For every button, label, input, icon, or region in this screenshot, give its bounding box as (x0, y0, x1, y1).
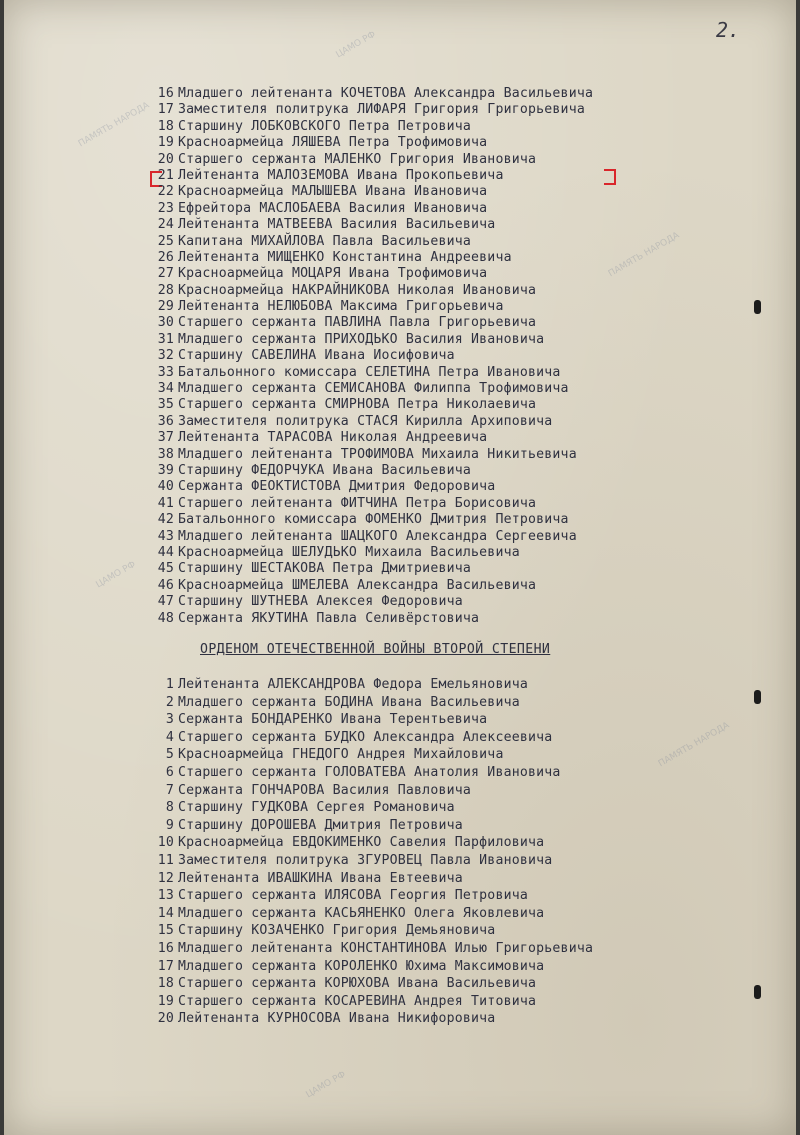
item-number: 22 (157, 184, 174, 200)
item-number: 38 (157, 446, 174, 462)
item-number: 37 (157, 430, 174, 446)
item-number: 23 (157, 200, 174, 216)
watermark-stamp: ЦАМО РФ (334, 29, 378, 61)
item-text: Заместителя политрука ЛИФАРЯ Григория Григорьевича (178, 102, 585, 118)
item-number: 25 (157, 233, 174, 249)
award-list-continued (144, 86, 593, 627)
item-text: Старшину ФЕДОРЧУКА Ивана Васильевича (178, 462, 472, 478)
list-item (144, 283, 593, 299)
item-text: Старшину САВЕЛИНА Ивана Иосифовича (178, 348, 455, 364)
item-text: Красноармейца ГНЕДОГО Андрея Михайловича (178, 747, 504, 763)
item-text: Батальонного комиссара ФОМЕНКО Дмитрия Петровича (178, 512, 569, 528)
list-item (144, 152, 593, 168)
list-item (144, 975, 593, 993)
list-item (144, 119, 593, 135)
item-text: Ефрейтора МАСЛОБАЕВА Василия Ивановича (178, 200, 488, 216)
list-item (144, 545, 593, 561)
list-item-highlighted (144, 168, 593, 184)
item-number: 47 (157, 594, 174, 610)
item-text: Сержанта ЯКУТИНА Павла Селивёрстовича (178, 610, 480, 626)
list-item (144, 729, 593, 747)
item-number: 27 (157, 266, 174, 282)
item-text: Заместителя политрука СТАСЯ Кирилла Архиповича (178, 413, 553, 429)
item-number: 13 (157, 888, 174, 904)
item-text: Старшего сержанта КОСАРЕВИНА Андрея Титовича (178, 993, 537, 1009)
item-text: Красноармейца МОЦАРЯ Ивана Трофимовича (178, 266, 488, 282)
item-text: Старшего сержанта ГОЛОВАТЕВА Анатолия Ивановича (178, 764, 561, 780)
item-number: 32 (157, 348, 174, 364)
list-item (144, 266, 593, 282)
item-number: 24 (157, 217, 174, 233)
item-number: 6 (165, 764, 174, 780)
item-number: 5 (165, 747, 174, 763)
item-text: Старшего сержанта БУДКО Александра Алексеевича (178, 729, 553, 745)
item-number: 43 (157, 528, 174, 544)
item-number: 7 (165, 782, 174, 798)
item-text: Сержанта БОНДАРЕНКО Ивана Терентьевича (178, 712, 488, 728)
list-item (144, 414, 593, 430)
list-item (144, 184, 593, 200)
item-text: Красноармейца ЛЯШЕВА Петра Трофимовича (178, 135, 488, 151)
item-number: 9 (165, 817, 174, 833)
list-item (144, 234, 593, 250)
binding-hole (754, 300, 761, 314)
item-text: Младшего сержанта ПРИХОДЬКО Василия Ивановича (178, 331, 545, 347)
item-number: 48 (157, 610, 174, 626)
list-item (144, 479, 593, 495)
item-number: 34 (157, 381, 174, 397)
item-number: 35 (157, 397, 174, 413)
item-text: Лейтенанта МАТВЕЕВА Василия Васильевича (178, 217, 496, 233)
list-item (144, 86, 593, 102)
list-item (144, 958, 593, 976)
item-text: Младшего сержанта СЕМИСАНОВА Филиппа Трофимовича (178, 381, 569, 397)
list-item (144, 676, 593, 694)
item-number: 1 (165, 677, 174, 692)
item-text: Красноармейца НАКРАЙНИКОВА Николая Ивановича (178, 282, 537, 298)
item-number: 39 (157, 462, 174, 478)
item-number: 20 (157, 151, 174, 167)
item-number: 12 (157, 870, 174, 886)
item-text: Лейтенанта АЛЕКСАНДРОВА Федора Емельяновича (178, 677, 529, 692)
item-number: 14 (157, 905, 174, 921)
item-number: 11 (157, 852, 174, 868)
list-item (144, 135, 593, 151)
list-item (144, 201, 593, 217)
item-number: 3 (165, 712, 174, 728)
item-text: Старшего сержанта ПАВЛИНА Павла Григорьевича (178, 315, 537, 331)
list-item (144, 746, 593, 764)
item-text: Лейтенанта МАЛОЗЕМОВА Ивана Прокопьевича (178, 167, 504, 183)
item-number: 19 (157, 993, 174, 1009)
list-item (144, 611, 593, 627)
award-list-second-degree (144, 676, 593, 1028)
list-item (144, 817, 593, 835)
item-number: 2 (165, 694, 174, 710)
item-number: 36 (157, 413, 174, 429)
item-number: 8 (165, 800, 174, 816)
list-item (144, 365, 593, 381)
list-item (144, 887, 593, 905)
item-number: 4 (165, 729, 174, 745)
watermark-stamp: ПАМЯТЬ НАРОДА (76, 100, 152, 150)
list-item (144, 430, 593, 446)
item-number: 46 (157, 577, 174, 593)
item-number: 26 (157, 249, 174, 265)
list-item (144, 922, 593, 940)
list-item (144, 782, 593, 800)
list-item (144, 799, 593, 817)
item-number: 17 (157, 102, 174, 118)
item-text: Младшего лейтенанта ШАЦКОГО Александра Сергеевича (178, 528, 577, 544)
list-item (144, 299, 593, 315)
item-number: 30 (157, 315, 174, 331)
item-number: 42 (157, 512, 174, 528)
list-item (144, 512, 593, 528)
item-number: 18 (157, 976, 174, 992)
item-text: Заместителя политрука ЗГУРОВЕЦ Павла Ивановича (178, 852, 553, 868)
list-item (144, 852, 593, 870)
list-item (144, 332, 593, 348)
item-number: 45 (157, 561, 174, 577)
item-text: Лейтенанта ИВАШКИНА Ивана Евтеевича (178, 870, 463, 886)
item-text: Лейтенанта ТАРАСОВА Николая Андреевича (178, 430, 488, 446)
item-text: Старшего сержанта МАЛЕНКО Григория Ивановича (178, 151, 537, 167)
red-bracket-right (604, 169, 616, 185)
item-text: Красноармейца ШЕЛУДЬКО Михаила Васильевича (178, 544, 520, 560)
item-text: Сержанта ФЕОКТИСТОВА Дмитрия Федоровича (178, 479, 496, 495)
list-item (144, 463, 593, 479)
item-number: 17 (157, 958, 174, 974)
item-text: Красноармейца ШМЕЛЕВА Александра Васильевича (178, 577, 537, 593)
binding-hole (754, 690, 761, 704)
list-item (144, 834, 593, 852)
item-number: 21 (157, 167, 174, 183)
item-number: 19 (157, 135, 174, 151)
list-item (144, 102, 593, 118)
item-text: Старшину ШЕСТАКОВА Петра Дмитриевича (178, 561, 472, 577)
item-text: Младшего лейтенанта ТРОФИМОВА Михаила Никитьевича (178, 446, 577, 462)
watermark-stamp: ПАМЯТЬ НАРОДА (606, 230, 682, 280)
item-text: Старшину ДОРОШЕВА Дмитрия Петровича (178, 817, 463, 833)
item-text: Младшего сержанта БОДИНА Ивана Васильевича (178, 694, 520, 710)
list-item (144, 905, 593, 923)
item-text: Красноармейца МАЛЫШЕВА Ивана Ивановича (178, 184, 488, 200)
list-item (144, 694, 593, 712)
item-number: 29 (157, 299, 174, 315)
item-text: Старшего сержанта ИЛЯСОВА Георгия Петровича (178, 888, 529, 904)
item-number: 10 (157, 835, 174, 851)
list-item (144, 870, 593, 888)
item-number: 33 (157, 364, 174, 380)
list-item (144, 764, 593, 782)
item-text: Младшего лейтенанта КОЧЕТОВА Александра Васильевича (178, 86, 594, 101)
item-text: Старшину ГУДКОВА Сергея Романовича (178, 800, 455, 816)
watermark-stamp: ЦАМО РФ (94, 559, 138, 591)
item-text: Старшего сержанта СМИРНОВА Петра Николаевича (178, 397, 537, 413)
item-text: Младшего сержанта КОРОЛЕНКО Юхима Максимовича (178, 958, 545, 974)
item-text: Старшего сержанта КОРЮХОВА Ивана Васильевича (178, 976, 537, 992)
watermark-stamp: ЦАМО РФ (304, 1069, 348, 1101)
item-text: Красноармейца ЕВДОКИМЕНКО Савелия Парфиловича (178, 835, 545, 851)
list-item (144, 447, 593, 463)
binding-hole (754, 985, 761, 999)
item-number: 20 (157, 1011, 174, 1027)
item-text: Капитана МИХАЙЛОВА Павла Васильевича (178, 233, 472, 249)
list-item (144, 529, 593, 545)
list-item (144, 315, 593, 331)
item-text: Младшего лейтенанта КОНСТАНТИНОВА Илью Григорьевича (178, 940, 594, 956)
item-number: 41 (157, 495, 174, 511)
item-text: Лейтенанта КУРНОСОВА Ивана Никифоровича (178, 1011, 496, 1027)
item-text: Лейтенанта НЕЛЮБОВА Максима Григорьевича (178, 299, 504, 315)
item-text: Батальонного комиссара СЕЛЕТИНА Петра Ивановича (178, 364, 561, 380)
item-number: 28 (157, 282, 174, 298)
list-item (144, 711, 593, 729)
item-text: Младшего сержанта КАСЬЯНЕНКО Олега Яковлевича (178, 905, 545, 921)
section-heading: ОРДЕНОМ ОТЕЧЕСТВЕННОЙ ВОЙНЫ ВТОРОЙ СТЕПЕНИ (200, 642, 551, 657)
list-item (144, 594, 593, 610)
list-item (144, 578, 593, 594)
list-item (144, 397, 593, 413)
list-item (144, 940, 593, 958)
list-item (144, 496, 593, 512)
list-item (144, 1010, 593, 1028)
list-item (144, 993, 593, 1011)
item-number: 16 (157, 86, 174, 101)
item-text: Лейтенанта МИЩЕНКО Константина Андреевича (178, 249, 512, 265)
item-number: 44 (157, 544, 174, 560)
item-number: 15 (157, 923, 174, 939)
item-text: Старшего лейтенанта ФИТЧИНА Петра Борисовича (178, 495, 537, 511)
item-number: 18 (157, 118, 174, 134)
document-page (4, 0, 796, 1135)
item-number: 16 (157, 940, 174, 956)
watermark-stamp: ПАМЯТЬ НАРОДА (656, 720, 732, 770)
item-text: Старшину КОЗАЧЕНКО Григория Демьяновича (178, 923, 496, 939)
list-item (144, 381, 593, 397)
list-item (144, 217, 593, 233)
item-text: Старшину ЛОБКОВСКОГО Петра Петровича (178, 118, 472, 134)
item-text: Сержанта ГОНЧАРОВА Василия Павловича (178, 782, 472, 798)
page-number: 2. (716, 18, 741, 42)
list-item (144, 348, 593, 364)
item-number: 40 (157, 479, 174, 495)
item-number: 31 (157, 331, 174, 347)
list-item (144, 250, 593, 266)
list-item (144, 561, 593, 577)
item-text: Старшину ШУТНЕВА Алексея Федоровича (178, 594, 463, 610)
